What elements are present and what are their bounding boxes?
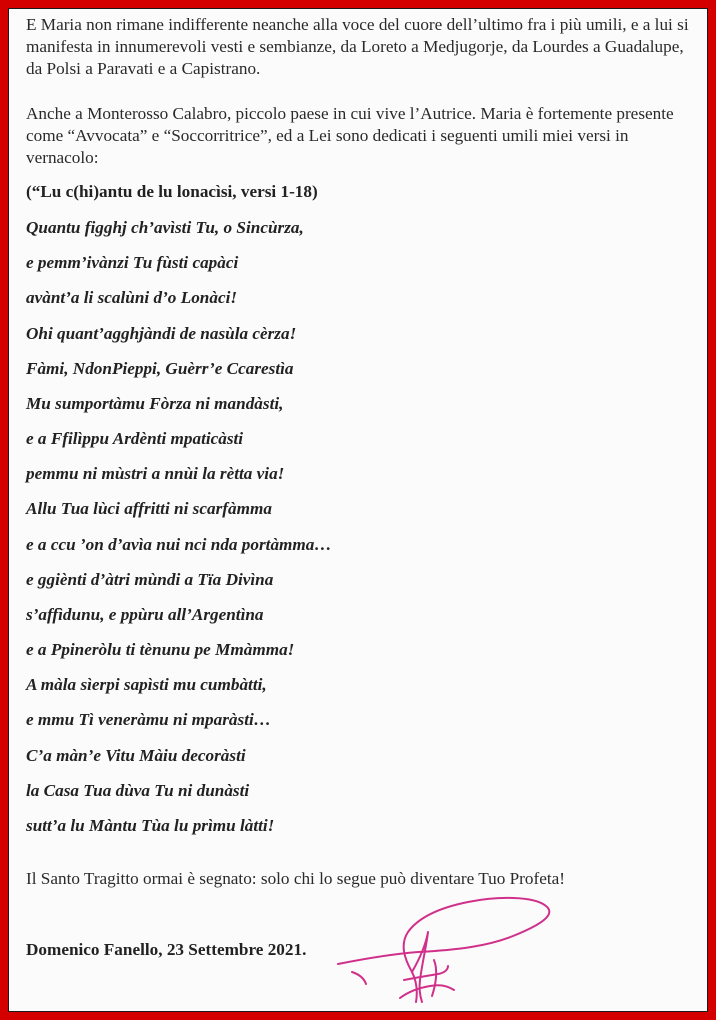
intro-paragraph-1: E Maria non rimane indifferente neanche alla voce del cuore dell’ultimo fra i più umili, e a lui si manifesta in innumerevoli vesti e sembianze, da Loreto a Medjugorje, da Lourdes a Guadalupe, da Polsi a Paravati e a Capistrano. [26, 15, 689, 78]
verse-line: Quantu figghj ch’avìsti Tu, o Sincùrza, [26, 218, 304, 237]
verse-line: e pemm’ivànzi Tu fùsti capàci [26, 253, 239, 272]
verse-line: pemmu ni mùstri a nnùi la rètta via! [26, 464, 285, 483]
verse-line: Allu Tua lùci affritti ni scarfàmma [26, 499, 272, 518]
verse-line: e a ccu ’on d’avìa nui nci nda portàmma… [26, 535, 332, 554]
verse-line: s’affìdunu, e ppùru all’Argentìna [26, 605, 264, 624]
verse-line: C’a màn’e Vitu Màiu decoràsti [26, 746, 246, 765]
verse-line: la Casa Tua dùva Tu ni dunàsti [26, 781, 250, 800]
verse-line: sutt’a lu Màntu Tùa lu prìmu làtti! [26, 816, 275, 835]
handwritten-signature [308, 888, 568, 1012]
verse-line: e a Ppineròlu ti tènunu pe Mmàmma! [26, 640, 295, 659]
poem-title: (“Lu c(hi)antu de lu lonacìsi, versi 1-18) [26, 182, 318, 201]
verse-line: A màla sìerpi sapìsti mu cumbàtti, [26, 675, 267, 694]
intro-paragraph-2: Anche a Monterosso Calabro, piccolo paese in cui vive l’Autrice. Maria è fortemente presente come “Avvocata” e “Soccorritrice”, ed a Lei sono dedicati i seguenti umili miei versi in vernacolo: [26, 104, 674, 167]
author-signature-line: Domenico Fanello, 23 Settembre 2021. [26, 940, 307, 959]
verse-line: e ggiènti d’àtri mùndi a Tïa Divìna [26, 570, 274, 589]
closing-sentence: Il Santo Tragitto ormai è segnato: solo chi lo segue può diventare Tuo Profeta! [26, 869, 565, 888]
verse-line: e mmu Tì veneràmu ni mparàsti… [26, 710, 271, 729]
verse-line: Mu sumportàmu Fòrza ni mandàsti, [26, 394, 284, 413]
verse-line: Ohi quant’agghjàndi de nasùla cèrza! [26, 324, 297, 343]
document-page [8, 8, 708, 1012]
verse-line: avànt’a li scalùni d’o Lonàci! [26, 288, 238, 307]
verse-line: Fàmi, NdonPieppi, Guèrr’e Ccarestìa [26, 359, 294, 378]
verse-line: e a Ffilìppu Ardènti mpaticàsti [26, 429, 244, 448]
